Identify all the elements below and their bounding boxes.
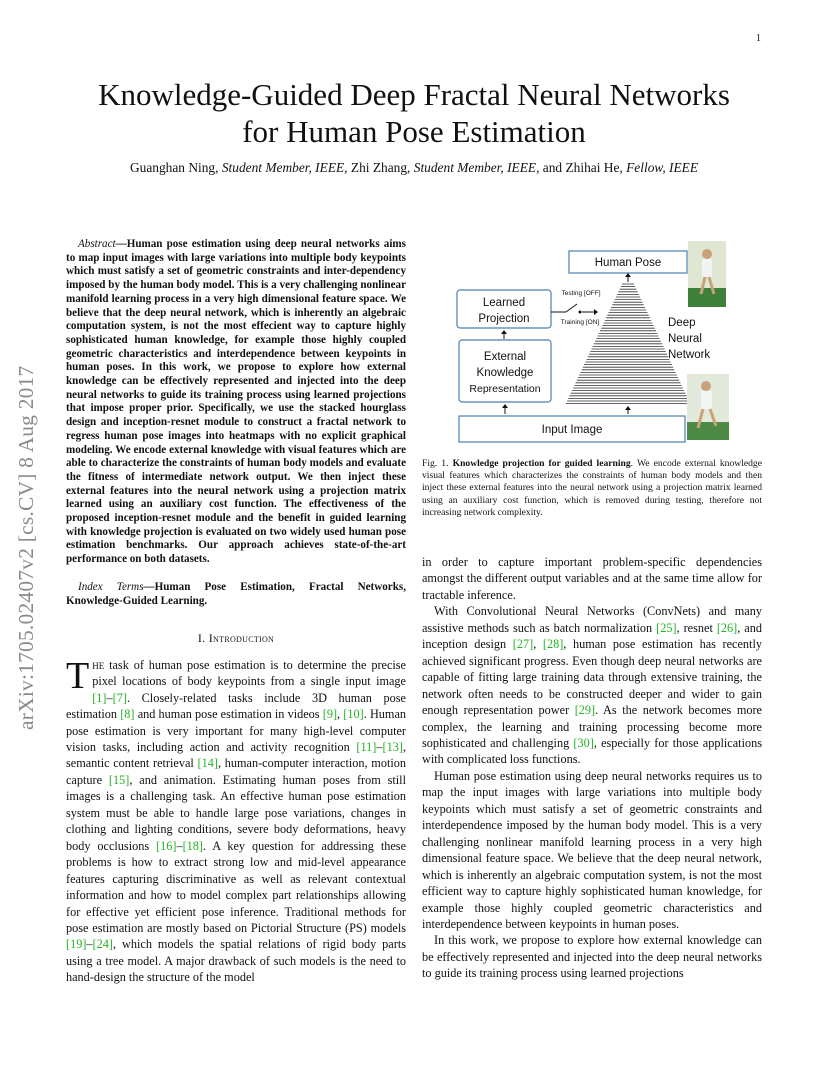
citation-link[interactable]: [30]	[573, 735, 594, 750]
section-number: I.	[197, 631, 206, 646]
right-paragraph-4: In this work, we propose to explore how external knowledge can be effectively represented and injected into the deep neural networks to guide its training process using learned projections	[422, 933, 762, 981]
author-list	[60, 160, 768, 176]
arrow-head	[625, 406, 631, 410]
text-run: , especially for those applications with complicated loss functions.	[422, 735, 763, 767]
intro-paragraph-1	[66, 654, 407, 986]
index-terms-text: —Human Pose Estimation, Fractal Networks, Knowledge-Guided Learning.	[66, 580, 406, 607]
citation-link[interactable]: [27]	[512, 637, 534, 652]
citation-link[interactable]: [16]	[156, 838, 177, 853]
text-run: –	[86, 937, 93, 952]
dropcap-letter: T	[66, 654, 90, 697]
author-3-role: Fellow, IEEE	[626, 160, 699, 175]
author-2: Zhi Zhang,	[350, 160, 411, 175]
citation-link[interactable]: [24]	[92, 937, 113, 952]
right-column	[422, 554, 762, 982]
external-knowledge-label-2: Knowledge	[476, 367, 534, 379]
section-heading-introduction	[66, 630, 406, 646]
text-run: ,	[337, 707, 344, 722]
figure-diagram	[422, 236, 762, 456]
citation-link[interactable]: [18]	[182, 838, 203, 853]
author-conjunction: and	[542, 160, 563, 175]
arrow-head	[502, 404, 508, 408]
text-run: –	[376, 740, 383, 754]
arxiv-stamp: arXiv:1705.02407v2 [cs.CV] 8 Aug 2017	[14, 365, 38, 730]
citation-link[interactable]: [10]	[343, 707, 364, 722]
deep-network-label-3: Network	[668, 349, 711, 361]
learned-projection-label-2: Projection	[478, 313, 530, 325]
right-paragraph-1: in order to capture important problem-specific dependencies amongst the different output variables and at the same time allow for tractable inference.	[422, 555, 762, 602]
text-run: , and inception design	[422, 620, 762, 652]
text-run: –	[106, 690, 113, 705]
external-knowledge-label-3: Representation	[469, 383, 541, 395]
pose-photo-bottom	[687, 374, 729, 440]
text-run: , which models the spatial relations of rigid body parts using a tree model. A major drawback of such models is the need to hand-design the structure of the model	[66, 937, 406, 985]
figure-1	[422, 236, 762, 456]
text-run: . As the network becomes more complex, the learning and training processing become more sophisticated and challenging	[422, 703, 762, 750]
citation-link[interactable]: [26]	[716, 620, 738, 635]
index-terms	[66, 581, 406, 608]
citation-link[interactable]: [29]	[574, 703, 596, 718]
abstract-text: —Human pose estimation using deep neural networks aims to map input images with large variations into multiple body keypoints which must satisfy a set of geometric constraints and inter-dependency imposed by the human body model. This is a very challenging nonlinear manifold learning process in a very high dimensional feature space. We believe that the deep neural network, which is inherently an algebraic computation system, is not the most effecient way to capture highly sophisticated human knowledge, for example those highly coupled geometric characteristics and interdependence between keypoints in human poses. In this work, we propose to explore how external knowledge can be effectively represented and injected into the deep neural networks to guide its training process using learned projections that impose proper prior. Specifically, we use the stacked hourglass design and inception-resnet module to construct a fractal network to regress human pose images into heatmaps with no explicit graphical modeling. We encode external knowledge with visual features which are able to characterize the constraints of human body models and evaluate the fitness of intermediate network output. We then inject these external features into the neural network using a projection matrix learned using an auxiliary cost function. The effectiveness of the proposed inception-resnet module and the benefit in guided learning with knowledge projection is evaluated on two widely used human pose estimation benchmarks. Our approach achieves state-of-the-art performance on both datasets.	[66, 238, 406, 566]
citation-link[interactable]: [19]	[66, 937, 87, 952]
left-column	[66, 238, 406, 986]
author-2-role: Student Member, IEEE,	[413, 160, 540, 175]
citation-link[interactable]: [14]	[197, 756, 218, 771]
right-paragraph-2	[422, 603, 762, 768]
text-run: task of human pose estimation is to determine the precise pixel locations of body keypoints from a single input image	[92, 657, 406, 689]
text-run: . Human pose estimation is very important for many high-level computer vision tasks, including action and activity recognition	[66, 707, 406, 754]
citation-link[interactable]: [11]	[356, 740, 377, 754]
text-run: . Closely-related tasks include 3D human pose estimation	[66, 690, 406, 722]
text-run: –	[176, 838, 183, 853]
deep-network-label-1: Deep	[668, 317, 696, 329]
figure-caption	[422, 458, 762, 519]
caption-text: . We encode external knowledge visual features which characterizes the constraints of human body models and then inject these external features into the neural network using a projection matrix learned using an auxiliary cost function, which is removed during testing, therefore not increasing network complexity.	[422, 458, 762, 518]
abstract	[66, 238, 406, 567]
training-on-label: Training [ON]	[560, 319, 600, 326]
index-terms-lead: Index Terms	[78, 580, 144, 593]
citation-link[interactable]: [9]	[322, 707, 338, 722]
citation-link[interactable]: [15]	[108, 772, 130, 787]
external-knowledge-label-1: External	[483, 351, 527, 363]
arrow-head	[501, 330, 507, 334]
testing-off-label: Testing [OFF]	[561, 290, 601, 297]
abstract-lead: Abstract	[78, 238, 116, 250]
input-image-label: Input Image	[541, 424, 603, 436]
section-title: Introduction	[208, 631, 275, 646]
text-run: ,	[533, 637, 543, 652]
switch-contact	[579, 311, 582, 314]
author-1: Guanghan Ning,	[129, 160, 219, 175]
learned-projection-label-1: Learned	[482, 297, 526, 309]
text-run: , human pose estimation has recently achieved significant progress. Even though deep neural networks are capable of fitting large training data through extensive training, the network often needs to be constructed deeper and wider to gain enough representation power	[422, 637, 762, 718]
paper-title	[60, 76, 768, 150]
text-run: , human-computer interaction, motion capture	[66, 756, 406, 787]
citation-link[interactable]: [13]	[382, 740, 403, 754]
author-3: Zhihai He,	[565, 160, 623, 175]
page-number: 1	[756, 33, 761, 44]
text-run: , and animation. Estimating human poses from still images is a challenging task. An effective human pose estimation system must be able to handle large pose variations, changes in clothing and lighting conditions, severe body deformations, heavy body occlusions	[66, 772, 406, 853]
caption-title: Knowledge projection for guided learning	[452, 458, 631, 469]
pose-photo-top	[688, 241, 726, 307]
deep-network-label-2: Neural	[668, 333, 702, 345]
citation-link[interactable]: [1]	[92, 690, 107, 705]
text-run: , resnet	[676, 620, 717, 635]
title-line-1: Knowledge-Guided Deep Fractal Neural Networks	[98, 77, 730, 112]
right-paragraph-3: Human pose estimation using deep neural networks requires us to map the input images with large variations into multiple body keypoints which must satisfy a set of geometric constraints and interdependence imposed by the human body model. This is a very challenging nonlinear manifold learning process in a very high dimensional feature space. We believe that the deep neural network, which is inherently an algebraic computation system, is not the most efficient way to capture highly sophisticated human knowledge, for example those highly coupled geometric characteristics and interdependence between keypoints in human poses.	[422, 768, 762, 931]
arrow-head	[625, 273, 631, 277]
citation-link[interactable]: [7]	[112, 690, 127, 705]
caption-label: Fig. 1.	[422, 458, 449, 469]
citation-link[interactable]: [28]	[542, 637, 564, 652]
text-run: , semantic content retrieval	[66, 740, 406, 771]
text-run: and human pose estimation in videos	[134, 707, 323, 722]
arrow-head	[594, 309, 598, 315]
intro-lead-word: he	[92, 657, 105, 672]
switch-lever	[566, 304, 577, 312]
text-run: With Convolutional Neural Networks (ConvNets) and many assistive methods such as batch normalization	[422, 604, 762, 635]
citation-link[interactable]: [25]	[656, 620, 677, 635]
title-line-2: for Human Pose Estimation	[242, 114, 586, 149]
text-run: . A key question for addressing these problems is how to extract strong low and mid-level appearance features capturing discriminative as well as relevant contextual information and how to model complex part relationships allowing for effective yet efficient pose inference. Traditional methods for pose estimation are mostly based on Pictorial Structure (PS) models	[66, 838, 407, 935]
human-pose-label: Human Pose	[594, 257, 662, 269]
citation-link[interactable]: [8]	[120, 707, 135, 722]
author-1-role: Student Member, IEEE,	[221, 160, 348, 175]
